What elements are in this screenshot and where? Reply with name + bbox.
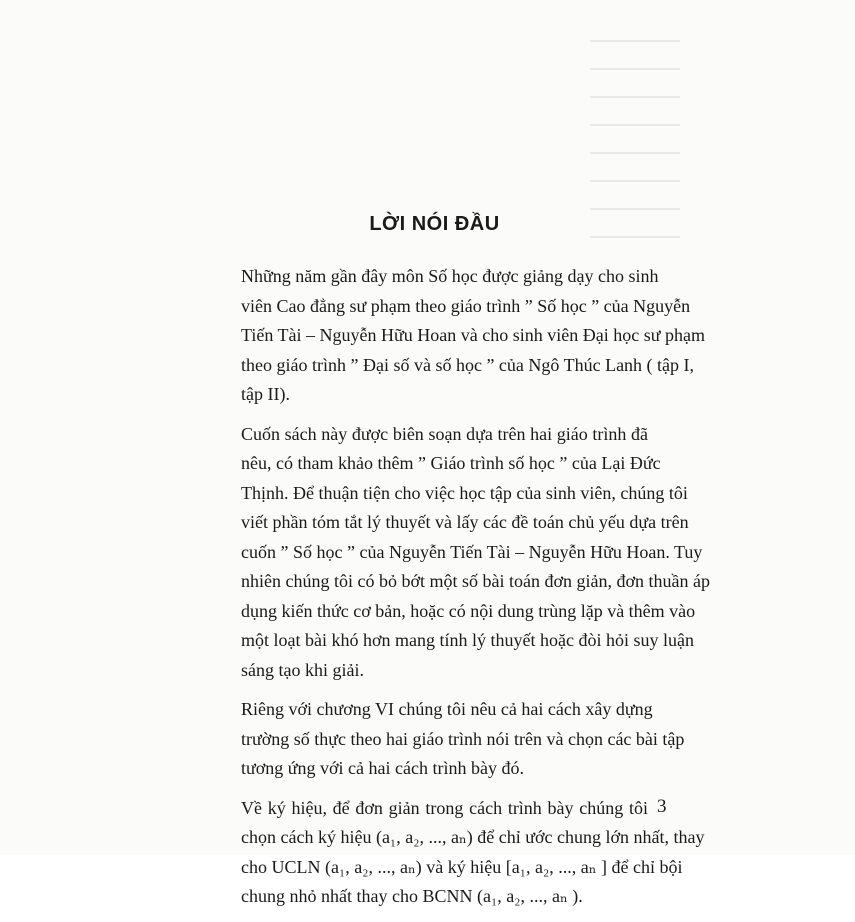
text-line: cuốn ” Số học ” của Nguyễn Tiến Tài – Nguyễn Hữu Hoan. Tuy [241, 541, 703, 562]
text-line: sáng tạo khi giải. [241, 659, 364, 680]
text-line: theo giáo trình ” Đại số và số học ” của Ngô Thúc Lanh ( tập I, [241, 354, 695, 375]
text-line: Những năm gần đây môn Số học được giảng dạy cho sinh [241, 266, 659, 286]
page-number: 3 [657, 796, 667, 817]
text-line: Thịnh. Để thuận tiện cho việc học tập của sinh viên, chúng tôi [241, 482, 688, 503]
paragraph-2 [198, 420, 710, 686]
preface-body [198, 262, 710, 922]
text-line: viết phần tóm tắt lý thuyết và lấy các đề toán chủ yếu dựa trên [241, 512, 689, 532]
text-line: trường số thực theo hai giáo trình nói trên và chọn các bài tập [241, 728, 685, 749]
text-line: một loạt bài khó hơn mang tính lý thuyết hoặc đòi hỏi suy luận [241, 630, 694, 650]
text-line: nêu, có tham khảo thêm ” Giáo trình số học ” của Lại Đức [241, 453, 661, 473]
paragraph-4 [198, 794, 705, 912]
text-line: Tiến Tài – Nguyễn Hữu Hoan và cho sinh viên Đại học sư phạm [241, 325, 705, 345]
page-title: LỜI NÓI ĐẦU [369, 213, 500, 235]
text-line: viên Cao đẳng sư phạm theo giáo trình ” Số học ” của Nguyễn [241, 295, 691, 316]
paragraph-1 [198, 262, 705, 410]
text-line: tương ứng với cả hai cách trình bày đó. [241, 758, 524, 778]
text-line: chọn cách ký hiệu (a₁, a₂, ..., aₙ) để chỉ ước chung lớn nhất, thay [241, 827, 705, 847]
text-line: tập II). [241, 384, 290, 404]
text-line: nhiên chúng tôi có bỏ bớt một số bài toán đơn giản, đơn thuần áp [241, 571, 710, 591]
text-line: Về ký hiệu, để đơn giản trong cách trình bày chúng tôi [241, 797, 648, 818]
text-line: Cuốn sách này được biên soạn dựa trên hai giáo trình đã [241, 423, 648, 444]
paragraph-3 [198, 695, 685, 784]
text-line: dụng kiến thức cơ bản, hoặc có nội dung trùng lặp và thêm vào [241, 600, 696, 621]
text-line: Riêng với chương VI chúng tôi nêu cả hai cách xây dựng [241, 699, 653, 719]
text-line: chung nhỏ nhất thay cho BCNN (a₁, a₂, ..., aₙ ). [241, 886, 583, 906]
text-line: cho UCLN (a₁, a₂, ..., aₙ) và ký hiệu [a₁, a₂, ..., aₙ ] để chỉ bội [241, 856, 683, 877]
